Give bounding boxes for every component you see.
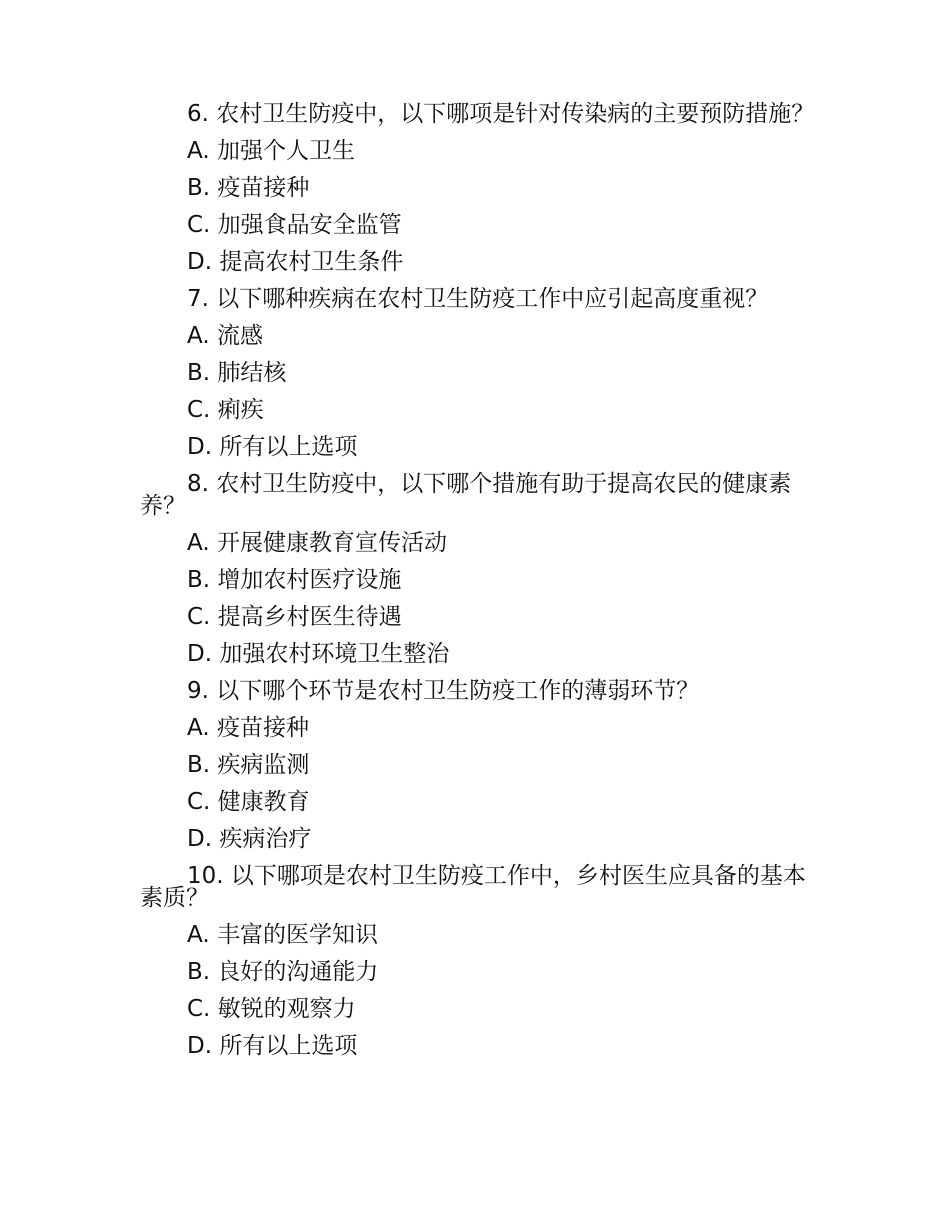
option-c: C. 加强食品安全监管 [187, 212, 402, 238]
option-c: C. 健康教育 [187, 789, 310, 815]
option-a: A. 流感 [187, 323, 263, 349]
option-a: A. 加强个人卫生 [187, 138, 355, 164]
option-a: A. 疫苗接种 [187, 715, 309, 741]
option-a: A. 丰富的医学知识 [187, 922, 378, 948]
option-d: D. 加强农村环境卫生整治 [187, 641, 450, 667]
option-d: D. 所有以上选项 [187, 1033, 358, 1059]
question-text: 8. 农村卫生防疫中，以下哪个措施有助于提高农民的健康素养？ [140, 471, 792, 519]
option-b: B. 良好的沟通能力 [187, 959, 379, 985]
question-text: 6. 农村卫生防疫中，以下哪项是针对传染病的主要预防措施？ [187, 101, 815, 127]
question-10 [140, 865, 820, 1057]
option-c: C. 提高乡村医生待遇 [187, 604, 402, 630]
option-b: B. 增加农村医疗设施 [187, 567, 402, 593]
question-6 [140, 103, 820, 273]
option-b: B. 肺结核 [187, 360, 287, 386]
option-b: B. 疾病监测 [187, 752, 310, 778]
question-text: 9. 以下哪个环节是农村卫生防疫工作的薄弱环节？ [187, 678, 700, 704]
question-8 [140, 473, 820, 665]
question-9 [140, 680, 820, 850]
option-c: C. 敏锐的观察力 [187, 996, 356, 1022]
question-text: 10. 以下哪项是农村卫生防疫工作中，乡村医生应具备的基本素质？ [140, 863, 806, 911]
option-c: C. 痢疾 [187, 397, 264, 423]
option-d: D. 疾病治疗 [187, 826, 312, 852]
option-b: B. 疫苗接种 [187, 175, 310, 201]
question-list [140, 103, 820, 1072]
option-d: D. 所有以上选项 [187, 434, 358, 460]
option-a: A. 开展健康教育宣传活动 [187, 530, 447, 556]
option-d: D. 提高农村卫生条件 [187, 249, 404, 275]
question-7 [140, 288, 820, 458]
question-text: 7. 以下哪种疾病在农村卫生防疫工作中应引起高度重视？ [187, 286, 769, 312]
